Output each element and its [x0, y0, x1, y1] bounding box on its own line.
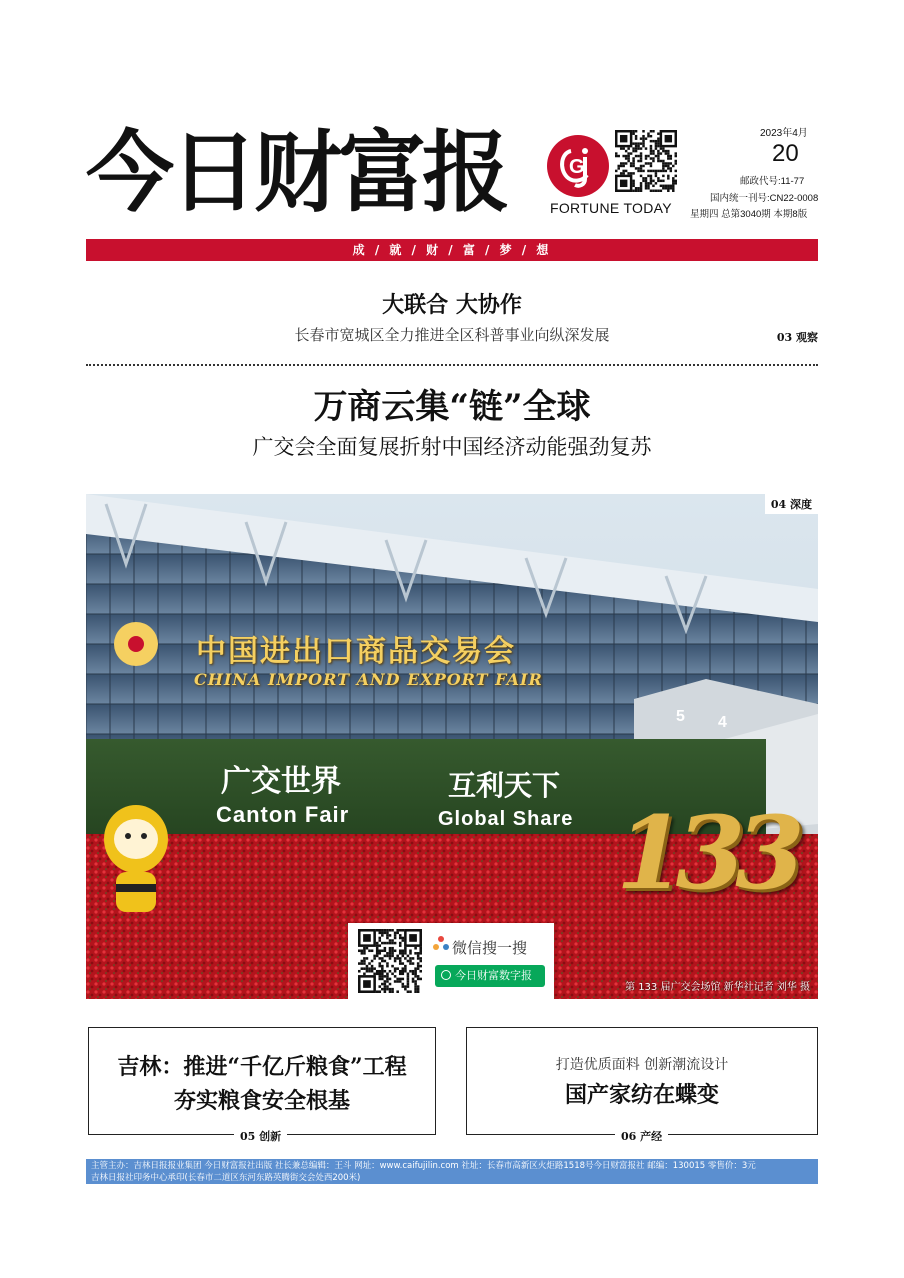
footer-line-2: 吉林日报社印务中心承印(长春市二道区东河东路英腾街交会处西200米) — [91, 1173, 361, 1183]
headline-top-subtitle[interactable]: 长春市宽城区全力推进全区科普事业向纵深发展 — [294, 326, 610, 344]
magnifier-icon — [441, 970, 451, 980]
wechat-qr-code-icon[interactable] — [358, 929, 422, 993]
slogan-bar: 成 / 就 / 财 / 富 / 梦 / 想 — [86, 239, 818, 261]
footer-line-1: 主管主办：吉林日报报业集团 今日财富报社出版 社长兼总编辑：王斗 网址：www.caifujilin.com 社址：长春市高新区火炬路1518号今日财富报社 邮编：130015 零售价：3元 — [91, 1161, 756, 1171]
headline-top-title[interactable]: 大联合 大协作 — [382, 293, 522, 318]
hedge-text-cn-1: 广交世界 — [221, 764, 341, 799]
brand-english-name: FORTUNE TODAY — [550, 200, 672, 216]
hedge-text-cn-2: 互利天下 — [448, 769, 561, 802]
cn-number: 国内统一刊号:CN22-0008 — [710, 193, 819, 204]
hedge-text-en-2: Global Share — [438, 808, 574, 830]
photo-sign-english: CHINA IMPORT AND EXPORT FAIR — [194, 670, 543, 689]
section-tag-chuangxin[interactable]: 05 创新 — [234, 1128, 287, 1144]
photo-caption: 第 133 届广交会场馆 新华社记者 刘华 摄 — [625, 982, 810, 993]
wechat-search-card[interactable] — [348, 923, 554, 999]
wechat-search-pill[interactable] — [435, 965, 545, 987]
story-box-right[interactable] — [466, 1027, 818, 1135]
lead-subtitle[interactable]: 广交会全面复展折射中国经济动能强劲复苏 — [252, 435, 652, 459]
section-tag-guancha[interactable]: 03 观察 — [776, 331, 818, 344]
photo-sign-chinese: 中国进出口商品交易会 — [196, 634, 516, 669]
lead-title[interactable]: 万商云集“链”全球 — [313, 387, 591, 427]
wechat-search-pill-label: 今日财富数字报 — [455, 969, 532, 982]
story-left-line2: 夯实粮食安全根基 — [173, 1088, 350, 1114]
fortune-today-logo-icon — [547, 135, 609, 197]
wechat-search-icon — [432, 935, 450, 953]
issue-day: 20 — [772, 140, 799, 167]
svg-text:G: G — [569, 156, 585, 178]
dotted-divider — [86, 364, 818, 366]
publication-footer — [86, 1159, 818, 1184]
story-box-left[interactable] — [88, 1027, 436, 1135]
wechat-search-label: 微信搜一搜 — [452, 939, 528, 957]
hall-number-b: 4 — [718, 714, 727, 731]
masthead-title: 今日财富报 — [86, 121, 507, 224]
issue-details: 星期四 总第3040期 本期8版 — [690, 209, 808, 220]
story-left-line1: 吉林：推进“千亿斤粮食”工程 — [117, 1054, 407, 1080]
masthead-qr-code-icon[interactable] — [615, 130, 677, 192]
session-number-sculpture: 133 — [616, 794, 795, 912]
section-tag-shendu[interactable]: 04 深度 — [765, 494, 818, 514]
story-right-subtitle: 打造优质面料 创新潮流设计 — [555, 1057, 729, 1073]
issue-month: 2023年4月 — [760, 128, 808, 139]
hall-number-a: 5 — [676, 708, 685, 725]
postal-code: 邮政代号:11-77 — [740, 176, 805, 187]
hedge-text-en-1: Canton Fair — [216, 802, 350, 827]
section-tag-chanjing[interactable]: 06 产经 — [615, 1128, 668, 1144]
story-right-title: 国产家纺在蝶变 — [564, 1082, 719, 1108]
